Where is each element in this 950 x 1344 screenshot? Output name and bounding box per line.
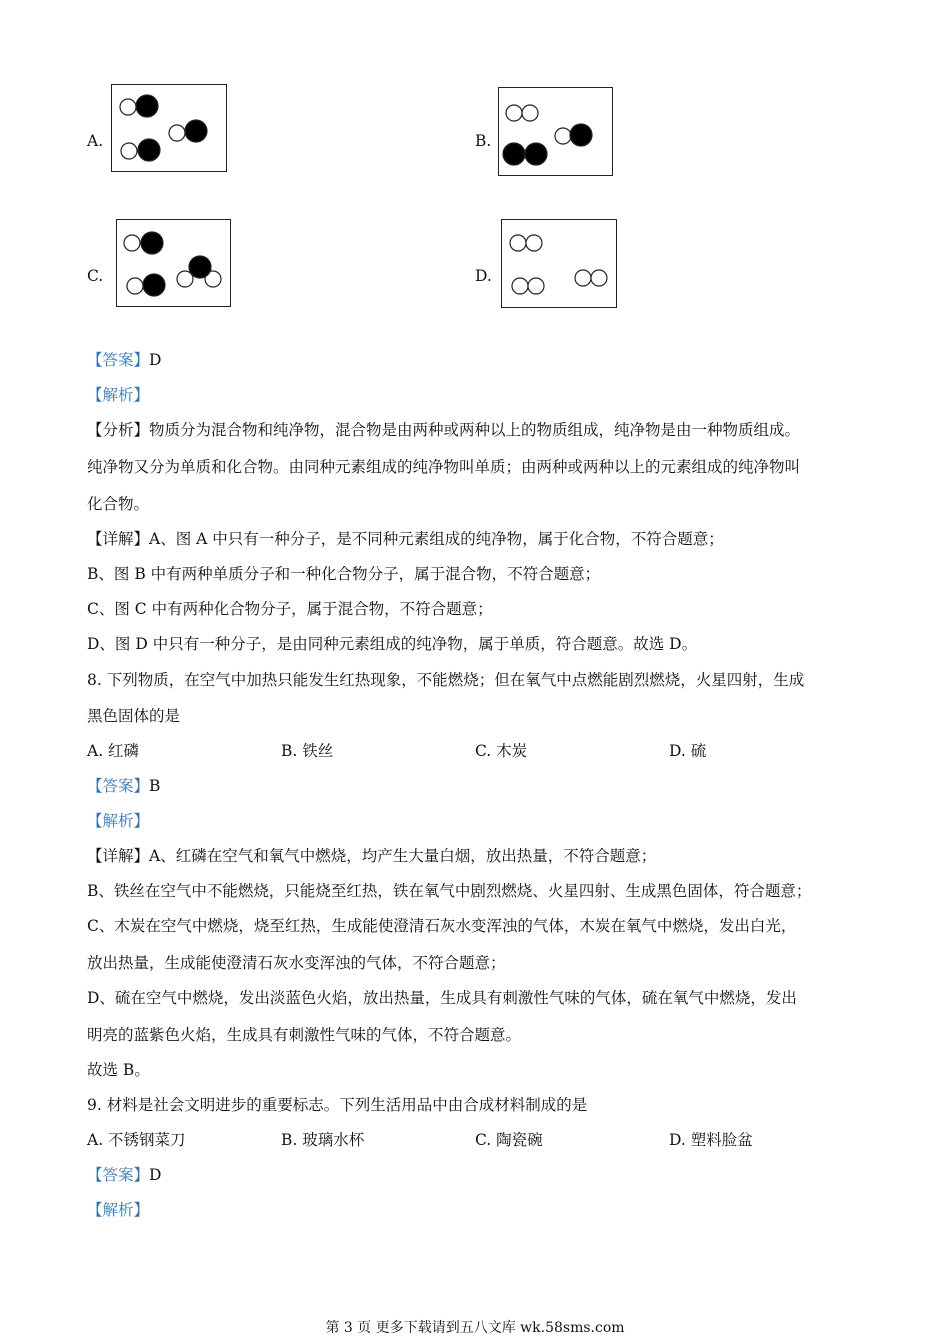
detail-text: A、图 A 中只有一种分子，是不同种元素组成的纯净物，属于化合物，不符合题意； bbox=[149, 530, 724, 548]
detail-text: A、红磷在空气和氧气中燃烧，均产生大量白烟，放出热量，不符合题意； bbox=[149, 847, 657, 865]
q7-detail-d: D、图 D 中只有一种分子，是由同种元素组成的纯净物，属于单质，符合题意。故选 D。 bbox=[87, 635, 698, 653]
q8-conclusion: 故选 B。 bbox=[87, 1061, 150, 1079]
fenxi-tag: 【分析】 bbox=[87, 421, 150, 439]
q7-answer bbox=[87, 350, 161, 370]
answer-tag: 【答案】 bbox=[87, 351, 150, 369]
q8-option-c: C. 木炭 bbox=[475, 742, 528, 760]
diagram-d-box bbox=[501, 219, 617, 308]
q8-option-a: A. 红磷 bbox=[87, 742, 140, 760]
q8-analysis-tag: 【解析】 bbox=[87, 812, 150, 830]
q9-option-a: A. 不锈钢菜刀 bbox=[87, 1131, 186, 1149]
q8-detail-c2: 放出热量，生成能使澄清石灰水变浑浊的气体，不符合题意； bbox=[87, 954, 506, 972]
answer-value: D bbox=[149, 1166, 162, 1184]
q8-stem-line2: 黑色固体的是 bbox=[87, 707, 181, 725]
fenxi-text: 物质分为混合物和纯净物，混合物是由两种或两种以上的物质组成，纯净物是由一种物质组成。 bbox=[149, 421, 801, 439]
diagram-c-molecules bbox=[117, 220, 232, 308]
option-d-label: D. bbox=[475, 267, 492, 285]
q8-detail-d1: D、硫在空气中燃烧，发出淡蓝色火焰，放出热量，生成具有刺激性气味的气体，硫在氧气中燃烧，发出 bbox=[87, 989, 797, 1007]
q8-detail-d2: 明亮的蓝紫色火焰，生成具有刺激性气味的气体，不符合题意。 bbox=[87, 1026, 522, 1044]
q9-option-c: C. 陶瓷碗 bbox=[475, 1131, 543, 1149]
q9-option-b: B. 玻璃水杯 bbox=[281, 1131, 365, 1149]
q8-answer bbox=[87, 776, 160, 796]
q8-option-d: D. 硫 bbox=[669, 742, 707, 760]
detail-tag: 【详解】 bbox=[87, 530, 150, 548]
diagram-b-molecules bbox=[499, 88, 614, 177]
diagram-b-box bbox=[498, 87, 613, 176]
q9-answer bbox=[87, 1165, 161, 1185]
q8-option-b: B. 铁丝 bbox=[281, 742, 334, 760]
q7-detail-a bbox=[87, 529, 724, 549]
q8-detail-b: B、铁丝在空气中不能燃烧，只能烧至红热，铁在氧气中剧烈燃烧、火星四射、生成黑色固体，符合题意； bbox=[87, 882, 812, 900]
option-a-label: A. bbox=[87, 132, 104, 150]
page-footer: 第 3 页 更多下载请到五八文库 wk.58sms.com bbox=[325, 1320, 625, 1336]
diagram-a-molecules bbox=[112, 85, 228, 173]
q8-detail-c1: C、木炭在空气中燃烧，烧至红热，生成能使澄清石灰水变浑浊的气体，木炭在氧气中燃烧，发出白光， bbox=[87, 917, 797, 935]
diagram-c-box bbox=[116, 219, 231, 307]
q7-fenxi-line3: 化合物。 bbox=[87, 495, 150, 513]
answer-tag: 【答案】 bbox=[87, 777, 150, 795]
q7-fenxi-line1 bbox=[87, 420, 800, 440]
q8-detail-a bbox=[87, 846, 656, 866]
q7-analysis-tag: 【解析】 bbox=[87, 386, 150, 404]
diagram-d-molecules bbox=[502, 220, 618, 309]
q7-detail-c: C、图 C 中有两种化合物分子，属于混合物，不符合题意； bbox=[87, 600, 493, 618]
q9-analysis-tag: 【解析】 bbox=[87, 1201, 150, 1219]
diagram-a-box bbox=[111, 84, 227, 172]
q9-stem: 9. 材料是社会文明进步的重要标志。下列生活用品中由合成材料制成的是 bbox=[87, 1096, 588, 1114]
answer-value: D bbox=[149, 351, 162, 369]
answer-value: B bbox=[149, 777, 161, 795]
q7-detail-b: B、图 B 中有两种单质分子和一种化合物分子，属于混合物，不符合题意； bbox=[87, 565, 601, 583]
q7-fenxi-line2: 纯净物又分为单质和化合物。由同种元素组成的纯净物叫单质；由两种或两种以上的元素组成的纯净物叫 bbox=[87, 458, 801, 476]
option-b-label: B. bbox=[475, 132, 492, 150]
answer-tag: 【答案】 bbox=[87, 1166, 150, 1184]
q8-stem-line1: 8. 下列物质，在空气中加热只能发生红热现象，不能燃烧；但在氧气中点燃能剧烈燃烧，火星四射，生成 bbox=[87, 671, 805, 689]
q9-option-d: D. 塑料脸盆 bbox=[669, 1131, 753, 1149]
option-c-label: C. bbox=[87, 267, 104, 285]
detail-tag: 【详解】 bbox=[87, 847, 150, 865]
